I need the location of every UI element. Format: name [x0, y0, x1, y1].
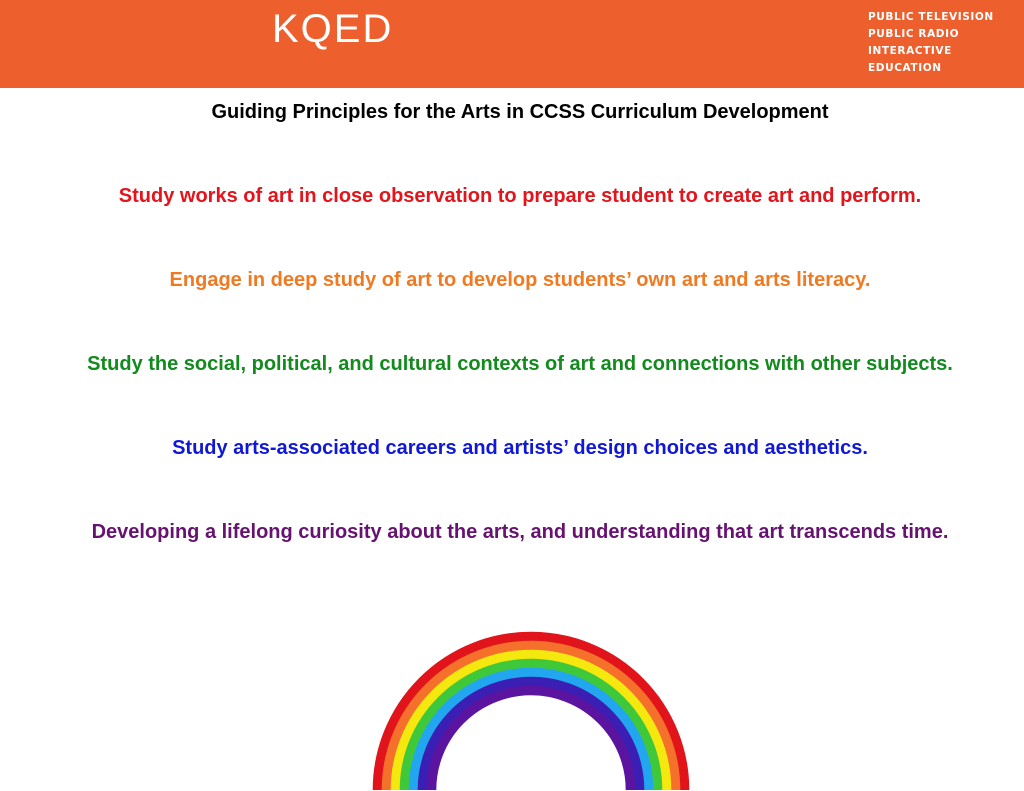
service-public-radio: PUBLIC RADIO — [868, 28, 960, 40]
kqed-services-list — [868, 9, 994, 77]
principle-observation: Study works of art in close observation to prepare student to create art and perform. — [118, 185, 922, 207]
principle-contexts: Study the social, political, and cultural contexts of art and connections with other subjects. — [87, 353, 953, 375]
service-interactive: INTERACTIVE — [868, 45, 952, 57]
rainbow-illustration — [372, 630, 690, 791]
kqed-logo: KQED — [272, 7, 394, 51]
kqed-header-bar — [0, 0, 1024, 88]
principle-deep-study: Engage in deep study of art to develop students’ own art and arts literacy. — [169, 269, 871, 291]
service-public-television: PUBLIC TELEVISION — [868, 11, 994, 23]
principle-careers: Study arts-associated careers and artists’ design choices and aesthetics. — [172, 437, 868, 459]
principle-curiosity: Developing a lifelong curiosity about the arts, and understanding that art transcends time. — [91, 521, 949, 543]
service-education: EDUCATION — [868, 62, 942, 74]
page-title: Guiding Principles for the Arts in CCSS Curriculum Development — [211, 101, 829, 123]
